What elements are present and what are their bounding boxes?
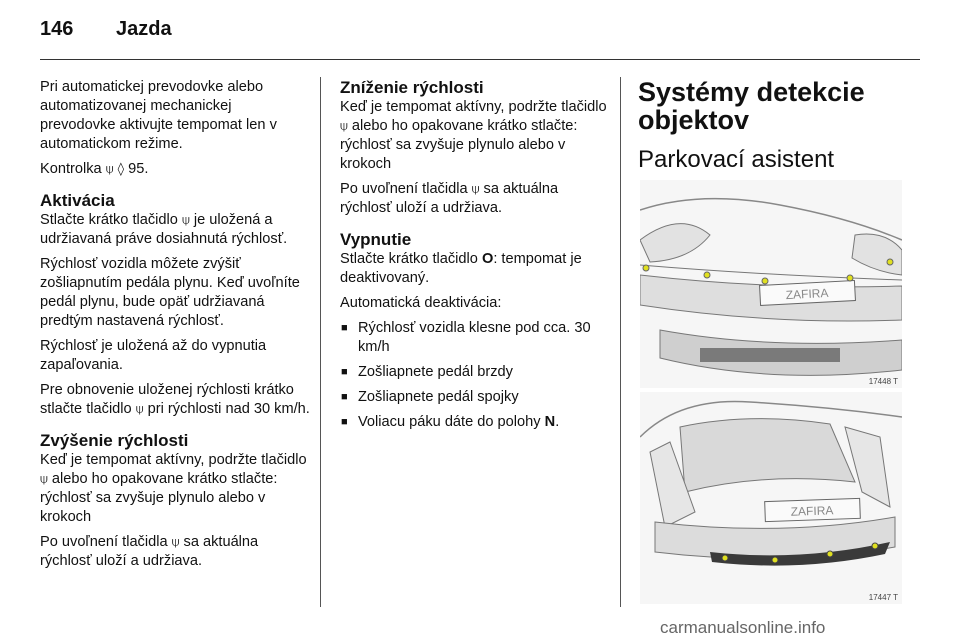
res-plus-button-icon: ⍦ xyxy=(135,402,144,417)
page-number: 146 xyxy=(40,18,74,40)
rear-car-drawing xyxy=(640,392,902,604)
heading-activation: Aktivácia xyxy=(40,191,115,210)
list-item: ■ Zošliapnete pedál spojky xyxy=(340,388,610,407)
paragraph: Stlačte krátko tlačidlo O: tempomat je deaktivovaný. xyxy=(340,251,582,286)
paragraph: Automatická deaktivácia: xyxy=(340,295,502,311)
list-item: ■ Rýchlosť vozidla klesne pod cca. 30 km/h xyxy=(340,319,610,357)
res-plus-button-icon: ⍦ xyxy=(471,182,480,197)
figure-id: 17447 T xyxy=(868,593,898,602)
chapter-title: Jazda xyxy=(116,18,172,40)
column-1 xyxy=(40,78,310,577)
column-2 xyxy=(340,78,610,438)
deactivation-list xyxy=(340,319,610,432)
license-plate-text: ZAFIRA xyxy=(785,285,829,303)
front-bumper-sensors-illustration xyxy=(640,180,902,388)
column-divider-2 xyxy=(620,77,621,607)
paragraph: Kontrolka ⍦ ◊ 95. xyxy=(40,161,149,177)
front-car-drawing xyxy=(640,180,902,388)
cruise-control-icon: ⍦ xyxy=(105,162,114,177)
paragraph: Rýchlosť je uložená až do vypnutia zapaľovania. xyxy=(40,338,267,373)
watermark: carmanualsonline.info xyxy=(660,618,826,637)
heading-increase: Zvýšenie rýchlosti xyxy=(40,431,189,450)
paragraph: Stlačte krátko tlačidlo ⍦ je uložená a udržiavaná práve dosiahnutá rýchlosť. xyxy=(40,212,288,247)
page-reference-icon: ◊ xyxy=(117,162,125,177)
res-plus-button-icon: ⍦ xyxy=(340,119,348,134)
figure-id: 17448 T xyxy=(868,377,898,386)
list-item: ■ Zošliapnete pedál brzdy xyxy=(340,363,610,382)
header-rule xyxy=(40,59,920,60)
list-item: ■ Voliacu páku dáte do polohy N. xyxy=(340,413,610,432)
paragraph: Po uvoľnení tlačidla ⍦ sa aktuálna rýchlosť uloží a udržiava. xyxy=(340,181,559,216)
paragraph: Pri automatickej prevodovke alebo automatizovanej mechanickej prevodovke aktivujte tempomat len v automatickom režime. xyxy=(40,79,277,152)
set-minus-button-icon: ⍦ xyxy=(171,535,180,550)
off-button-icon: O xyxy=(481,251,494,267)
heading-decrease: Zníženie rýchlosti xyxy=(340,78,484,97)
rear-bumper-sensors-illustration xyxy=(640,392,902,604)
column-3 xyxy=(638,78,900,174)
heading-off: Vypnutie xyxy=(340,230,412,249)
paragraph: Keď je tempomat aktívny, podržte tlačidlo ⍦ alebo ho opakovane krátko stlačte: rýchlosť sa zvyšuje plynulo alebo v krokoch xyxy=(40,452,307,525)
section-title: Systémy detekcie objektov xyxy=(638,77,865,135)
license-plate-text: ZAFIRA xyxy=(790,503,834,519)
set-minus-button-icon: ⍦ xyxy=(181,213,190,228)
subsection-title: Parkovací asistent xyxy=(638,146,835,173)
column-divider-1 xyxy=(320,77,321,607)
set-minus-button-icon: ⍦ xyxy=(40,472,48,487)
paragraph: Pre obnovenie uloženej rýchlosti krátko stlačte tlačidlo ⍦ pri rýchlosti nad 30 km/h. xyxy=(40,382,310,417)
paragraph: Keď je tempomat aktívny, podržte tlačidlo ⍦ alebo ho opakovane krátko stlačte: rýchlosť sa zvyšuje plynulo alebo v krokoch xyxy=(340,99,607,172)
paragraph: Po uvoľnení tlačidla ⍦ sa aktuálna rýchlosť uloží a udržiava. xyxy=(40,534,259,569)
paragraph: Rýchlosť vozidla môžete zvýšiť zošliapnutím pedála plynu. Keď uvoľníte pedál plynu, bude opäť udržiavaná predtým nastavená rýchlosť. xyxy=(40,256,300,329)
